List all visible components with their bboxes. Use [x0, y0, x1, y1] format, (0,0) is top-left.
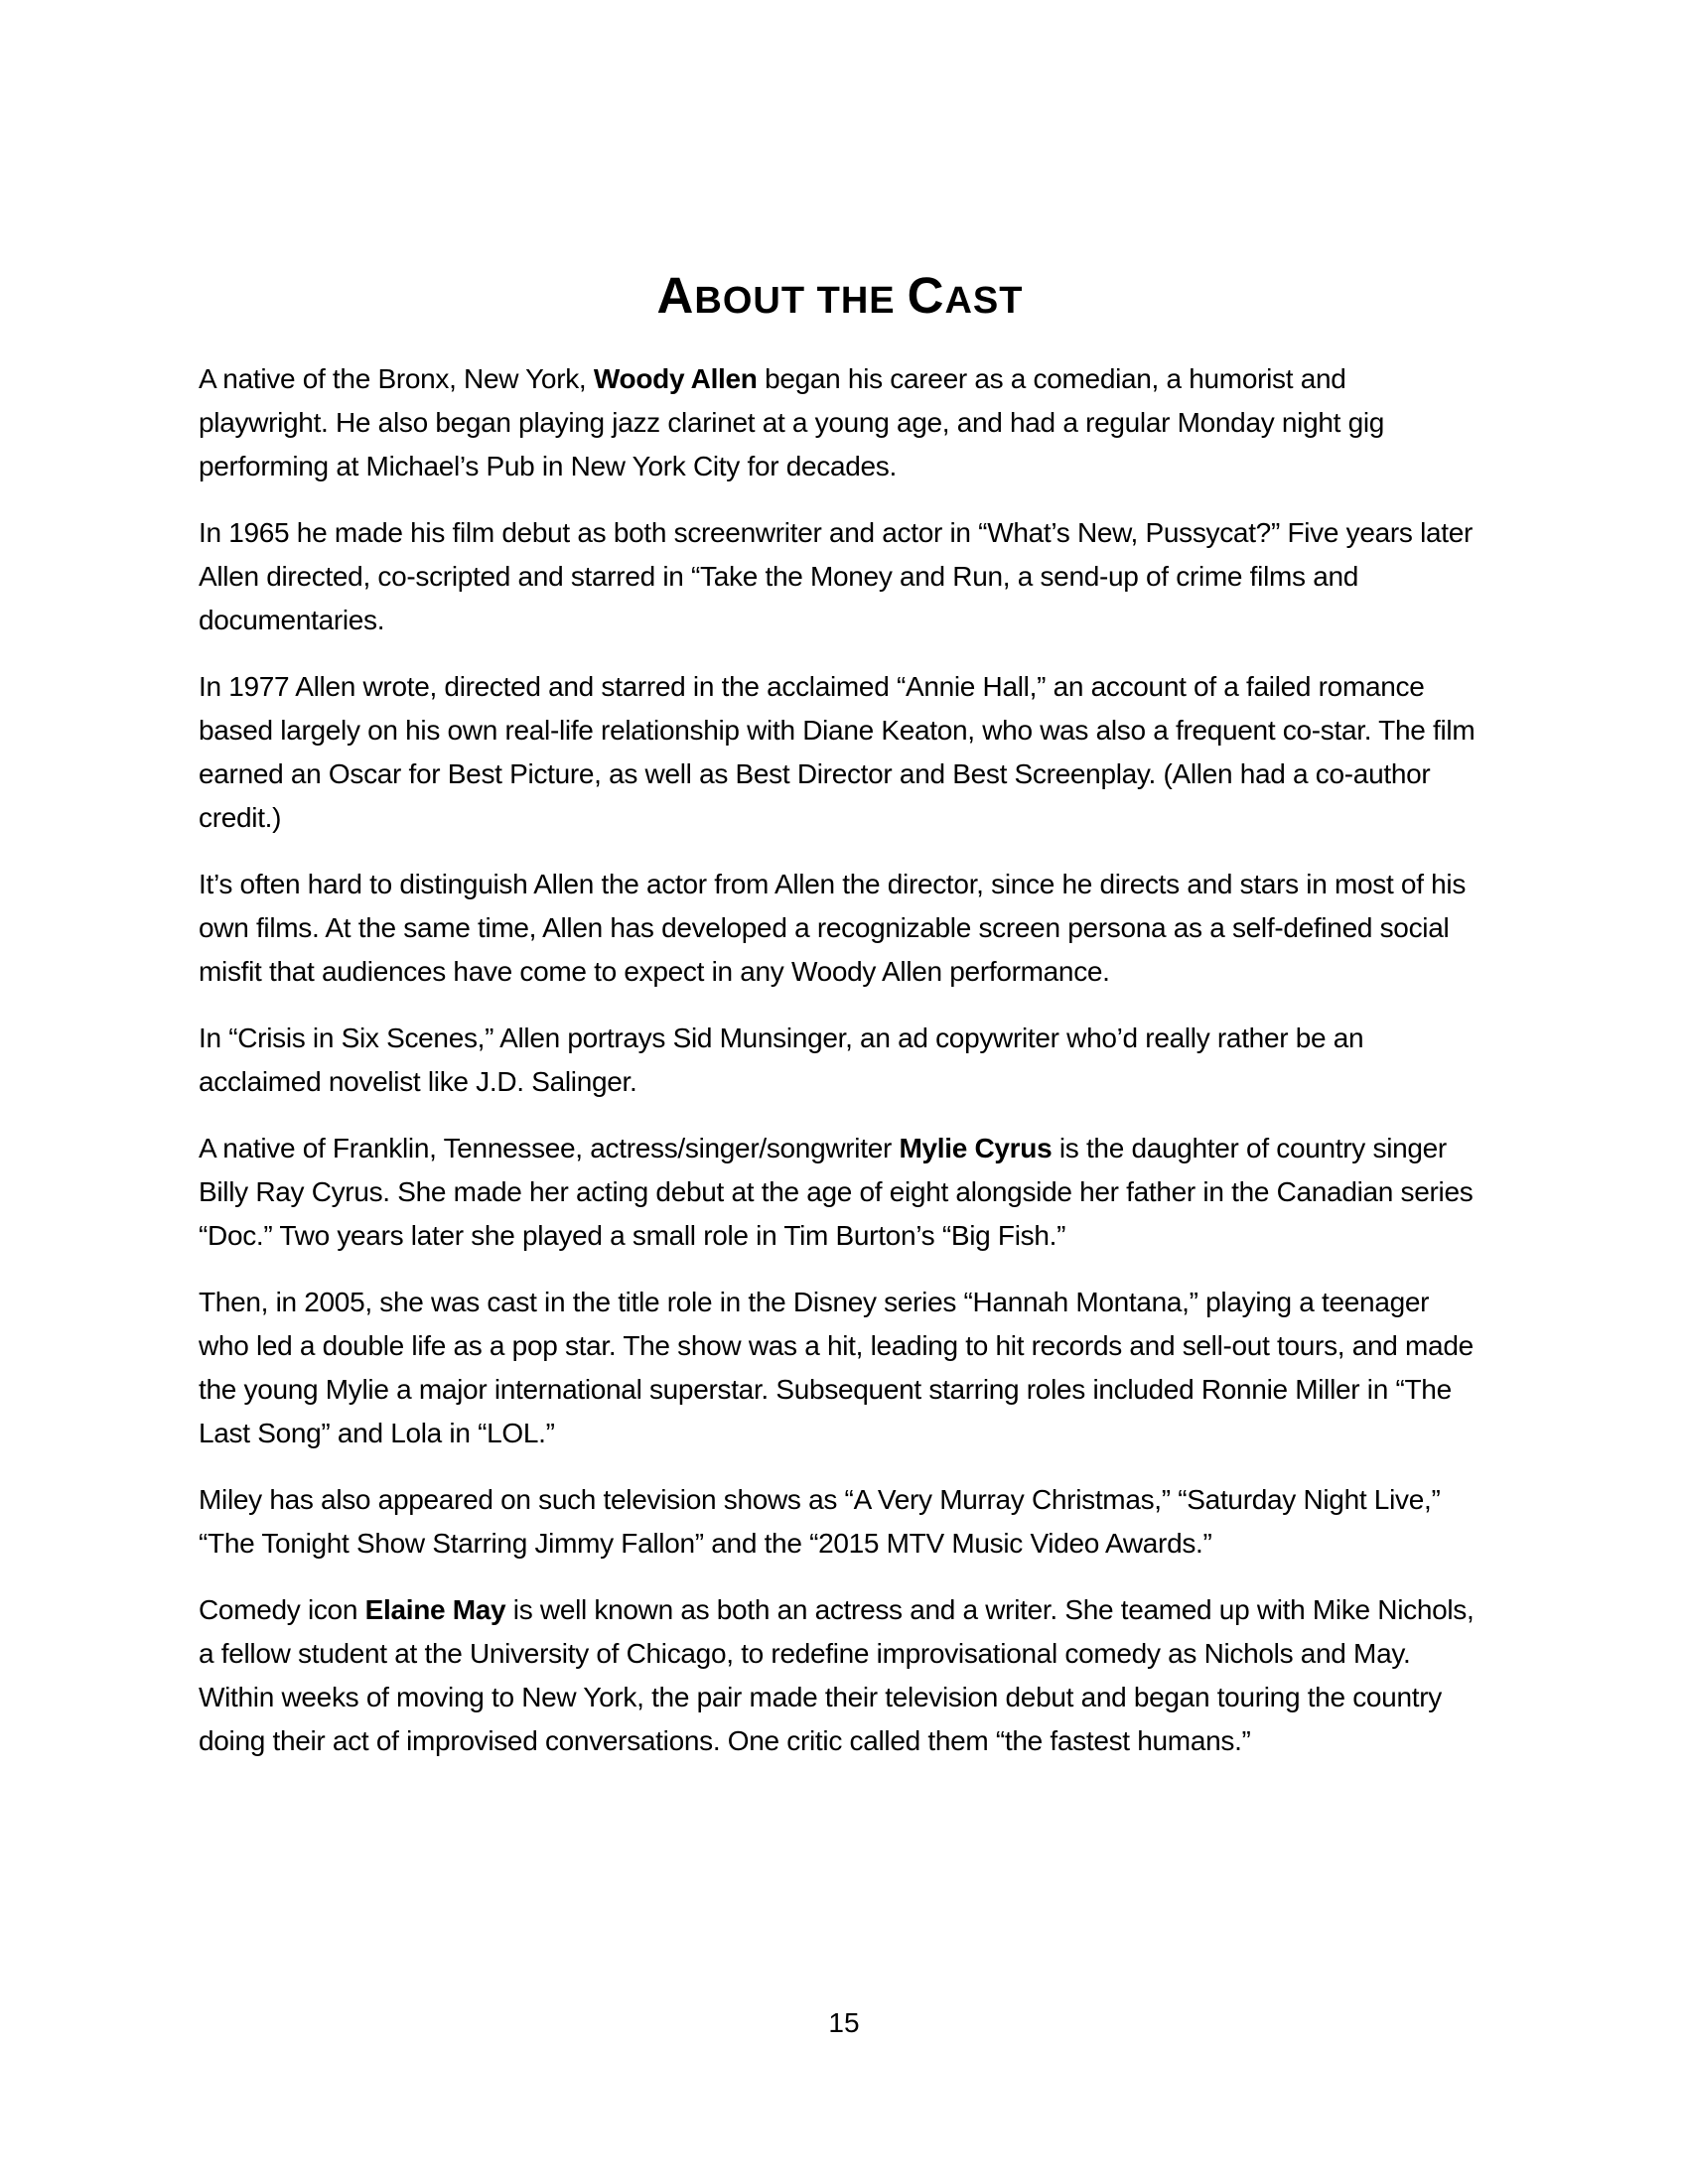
paragraph	[199, 1127, 1481, 1258]
paragraph	[199, 1281, 1481, 1455]
text-run: is well known as both an actress and a writer. She teamed up with Mike Nichols, a fellow student at the University of Chicago, to redefine improvisational comedy as Nichols and May. Within weeks of moving to New York, the pair made their television debut and began touring the country doing their act of improvised conversations. One critic called them “the fastest humans.”	[199, 1594, 1475, 1756]
text-run: In “Crisis in Six Scenes,” Allen portrays Sid Munsinger, an ad copywriter who’d really rather be an acclaimed novelist like J.D. Salinger.	[199, 1023, 1364, 1097]
title-small-caps: AST	[944, 280, 1024, 322]
page-title	[199, 267, 1481, 324]
bold-text-run: Mylie Cyrus	[899, 1133, 1053, 1163]
paragraph	[199, 665, 1481, 840]
paragraph	[199, 1478, 1481, 1566]
bold-text-run: Woody Allen	[593, 363, 758, 394]
title-initial-cap: C	[907, 267, 945, 324]
title-small-caps: BOUT THE	[694, 280, 896, 322]
paragraph	[199, 1588, 1481, 1763]
text-run: Miley has also appeared on such television shows as “A Very Murray Christmas,” “Saturday Night Live,” “The Tonight Show Starring Jimmy Fallon” and the “2015 MTV Music Video Awards.”	[199, 1484, 1441, 1559]
paragraph	[199, 511, 1481, 642]
text-run: In 1965 he made his film debut as both screenwriter and actor in “What’s New, Pussycat?” Five years later Allen directed, co-scripted and starred in “Take the Money and Run, a send-up of crime films and documentaries.	[199, 517, 1474, 635]
text-run: A native of the Bronx, New York,	[199, 363, 594, 394]
text-run: Then, in 2005, she was cast in the title role in the Disney series “Hannah Montana,” playing a teenager who led a double life as a pop star. The show was a hit, leading to hit records and sell-out tours, and made the young Mylie a major international superstar. Subsequent starring roles included Ronnie Miller in “The Last Song” and Lola in “LOL.”	[199, 1287, 1474, 1448]
document-body	[199, 357, 1481, 1763]
paragraph	[199, 1017, 1481, 1104]
text-run: It’s often hard to distinguish Allen the actor from Allen the director, since he directs and stars in most of his own films. At the same time, Allen has developed a recognizable screen persona as a self-defined social misfit that audiences have come to expect in any Woody Allen performance.	[199, 869, 1467, 987]
text-run: A native of Franklin, Tennessee, actress/singer/songwriter	[199, 1133, 900, 1163]
text-run: In 1977 Allen wrote, directed and starred in the acclaimed “Annie Hall,” an account of a failed romance based largely on his own real-life relationship with Diane Keaton, who was also a frequent co-star. The film earned an Oscar for Best Picture, as well as Best Director and Best Screenplay. (Allen had a co-author credit.)	[199, 671, 1476, 833]
document-content	[199, 0, 1481, 1786]
title-initial-cap: A	[656, 267, 695, 324]
text-run: began his career as a comedian, a humorist and playwright. He also began playing jazz clarinet at a young age, and had a regular Monday night gig performing at Michael’s Pub in New York City for decades.	[199, 363, 1385, 481]
text-run: Comedy icon	[199, 1594, 365, 1625]
page-number: 15	[828, 2007, 860, 2038]
paragraph	[199, 863, 1481, 994]
paragraph	[199, 357, 1481, 488]
text-run: is the daughter of country singer Billy Ray Cyrus. She made her acting debut at the age of eight alongside her father in the Canadian series “Doc.” Two years later she played a small role in Tim Burton’s “Big Fish.”	[199, 1133, 1474, 1251]
bold-text-run: Elaine May	[364, 1594, 506, 1625]
